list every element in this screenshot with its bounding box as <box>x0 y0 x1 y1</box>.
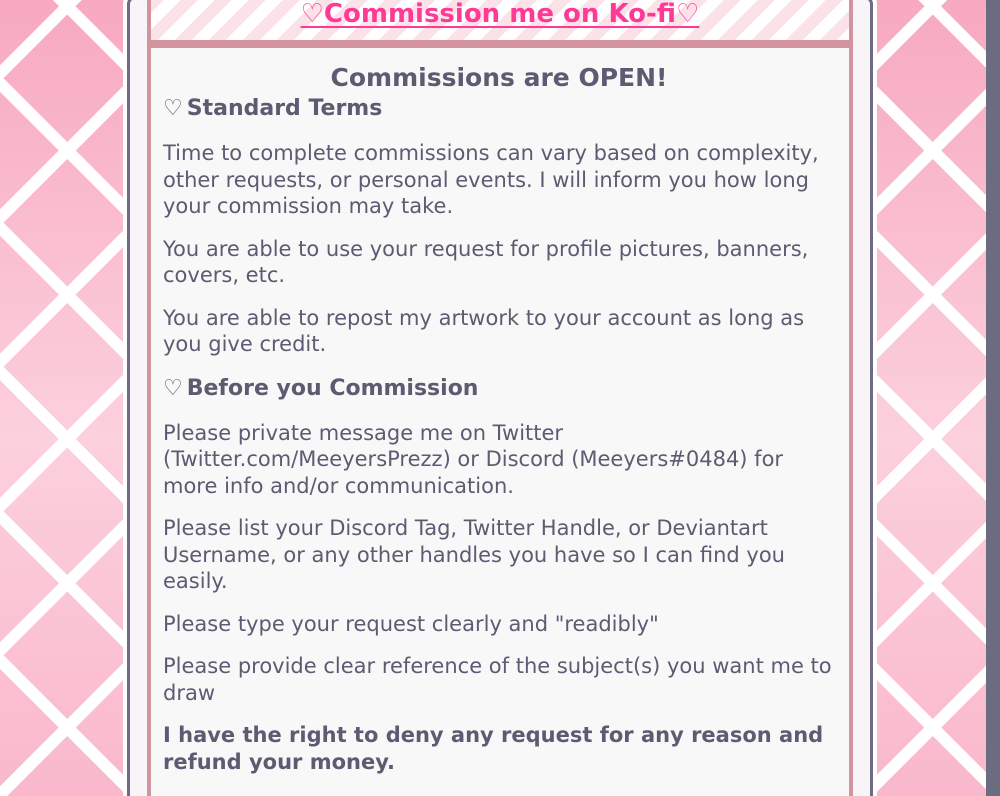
terms-paragraph: Time to complete commissions can vary based on complexity, other requests, or personal events. I will inform you how long your commission may take. <box>163 141 819 218</box>
terms-paragraph: You are able to repost my artwork to your account as long as you give credit. <box>163 305 805 356</box>
instructions-paragraph: Please type your request clearly and "readibly" <box>163 611 659 636</box>
instructions-paragraph: Please provide clear reference of the subject(s) you want me to draw <box>163 654 832 705</box>
section-heading-label: Before you Commission <box>186 375 479 401</box>
kofi-banner <box>147 0 853 44</box>
heart-icon: ♡ <box>163 96 183 121</box>
section-heading-before-you-commission <box>163 374 835 404</box>
terms-paragraph: You are able to use your request for profile pictures, banners, covers, etc. <box>163 236 809 287</box>
heart-icon: ♡ <box>163 375 183 401</box>
background-edge-strip <box>986 0 1000 796</box>
section-heading-standard-terms <box>163 94 835 124</box>
instructions-paragraph: Please list your Discord Tag, Twitter Handle, or Deviantart Username, or any other handles you have so I can find you easily. <box>163 516 785 593</box>
refund-notice: I have the right to deny any request for any reason and refund your money. <box>163 723 824 774</box>
page-title: Commissions are OPEN! <box>330 63 668 92</box>
instructions-paragraph: Please private message me on Twitter (Twitter.com/MeeyersPrezz) or Discord (Meeyers#0484) for more info and/or communication. <box>163 420 784 498</box>
section-heading-label: Standard Terms <box>186 96 383 121</box>
kofi-commission-link[interactable]: ♡Commission me on Ko-fi♡ <box>300 0 700 29</box>
commission-info-card <box>147 44 853 796</box>
